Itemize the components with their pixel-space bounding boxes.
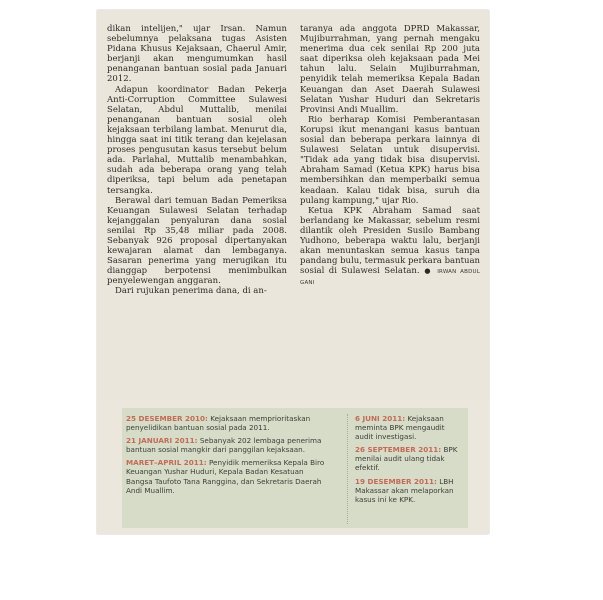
timeline-entry bbox=[126, 436, 326, 454]
timeline-entry bbox=[355, 445, 463, 472]
article-paragraph: Berawal dari temuan Badan Pemeriksa Keuangan Sulawesi Selatan terhadap kejanggalan penyaluran dana sosial senilai Rp 35,48 miliar pada 2008. Sebanyak 926 proposal dipertanyakan kewajaran alamat dan lembaganya. Sasaran penerima yang merugikan itu dianggap berpotensi menimbulkan penyelewengan anggaran. bbox=[107, 195, 287, 287]
article-paragraph: Dari rujukan penerima dana, di an- bbox=[115, 286, 267, 297]
timeline-date: 6 JUNI 2011: bbox=[355, 414, 406, 423]
timeline-entry bbox=[126, 414, 326, 432]
timeline-box bbox=[122, 408, 468, 528]
article-right-column bbox=[300, 24, 480, 288]
timeline-text: Sebanyak 202 lembaga penerima bantuan sosial mangkir dari panggilan kejaksaan. bbox=[126, 436, 322, 455]
timeline-date: 25 DESEMBER 2010: bbox=[126, 414, 208, 423]
timeline-entry bbox=[355, 414, 463, 441]
timeline-text: Penyidik memeriksa Kepala Biro Keuangan Yushar Huduri, Kepala Badan Kesatuan Bangsa Taufoto Tana Ranggina, dan Sekretaris Daerah Andi Muallim. bbox=[126, 458, 325, 495]
timeline-text: LBH Makassar akan melaporkan kasus ini ke KPK. bbox=[355, 476, 454, 504]
article-body bbox=[97, 10, 489, 400]
timeline-date: 19 DESEMBER 2011: bbox=[355, 476, 437, 486]
article-paragraph: Rio berharap Komisi Pemberantasan Korupsi ikut menangani kasus bantuan sosial dan beberapa perkara lainnya di Sulawesi Selatan untuk disupervisi. "Tidak ada yang tidak bisa disupervisi. Abraham Samad (Ketua KPK) harus bisa membersihkan dan memperbaiki semua keadaan. Kalau tidak bisa, suruh dia pulang kampung," ujar Rio. bbox=[300, 114, 480, 206]
timeline-entry bbox=[355, 477, 463, 504]
timeline-left-column bbox=[126, 414, 326, 499]
article-paragraph bbox=[300, 206, 480, 289]
article-left-column bbox=[107, 24, 287, 297]
timeline-date: 26 SEPTEMBER 2011: bbox=[355, 445, 442, 455]
timeline-divider bbox=[347, 414, 348, 524]
timeline-date: 21 JANUARI 2011: bbox=[126, 436, 198, 446]
credit-bullet-icon: ● bbox=[422, 267, 433, 276]
timeline-right-column bbox=[355, 414, 463, 508]
article-paragraph-text: Ketua KPK Abraham Samad saat berlandang ke Makassar, sebelum resmi dilantik oleh Presiden Susilo Bambang Yudhono, beberapa waktu lalu, berjanji akan menuntaskan semua kasus tanpa pandang bulu, termasuk perkara bantuan sosial di Sulawesi Selatan. bbox=[300, 205, 480, 277]
article-paragraph: dikan intelijen," ujar Irsan. Namun sebelumnya pelaksana tugas Asisten Pidana Khusus Kejaksaan, Chaerul Amir, berjanji akan mengumumkan hasil penanganan bantuan sosial pada Januari 2012. bbox=[107, 24, 287, 85]
article-paragraph: Adapun koordinator Badan Pekerja Anti-Corruption Committee Sulawesi Selatan, Abdul Muttalib, menilai penanganan bantuan sosial oleh kejaksaan terbilang lambat. Menurut dia, hingga saat ini titik terang dan kejelasan proses pengusutan kasus tersebut belum ada. Parlahal, Muttalib menambahkan, sudah ada beberapa orang yang telah diperiksa, tapi belum ada penetapan tersangka. bbox=[107, 84, 287, 196]
article-paragraph: taranya ada anggota DPRD Makassar, Mujiburrahman, yang pernah mengaku menerima dua cek senilai Rp 200 juta saat diperiksa oleh kejaksaan pada Mei tahun lalu. Selain Mujiburrahman, penyidik telah memeriksa Kepala Badan Keuangan dan Aset Daerah Sulawesi Selatan Yushar Huduri dan Sekretaris Provinsi Andi Muallim. bbox=[300, 24, 480, 115]
timeline-text: Kejaksaan meminta BPK mengaudit audit investigasi. bbox=[355, 414, 445, 442]
timeline-text: Kejaksaan memprioritaskan penyelidikan bantuan sosial pada 2011. bbox=[126, 414, 311, 433]
timeline-date: MARET–APRIL 2011: bbox=[126, 458, 207, 468]
timeline-entry bbox=[126, 458, 326, 494]
timeline-text: BPK menilai audit ulang tidak efektif. bbox=[355, 445, 458, 473]
newspaper-clipping bbox=[97, 10, 489, 534]
photo-credit: IRWAN ABDUL GANI bbox=[300, 269, 480, 287]
